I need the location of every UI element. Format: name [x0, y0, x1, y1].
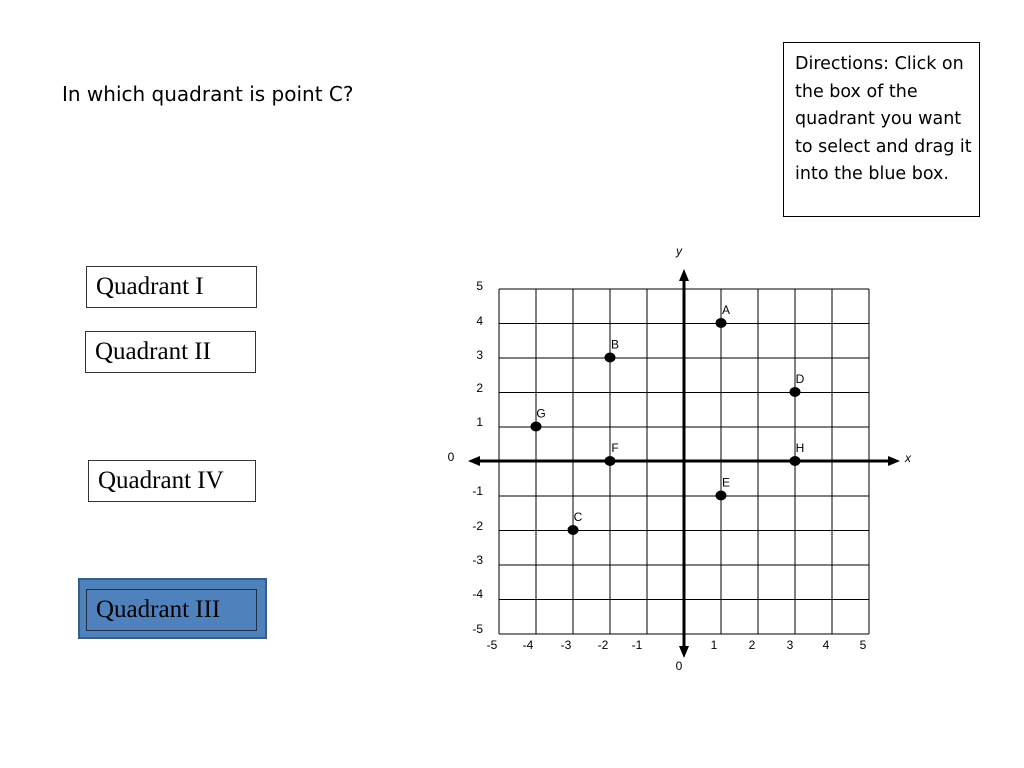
directions-box: Directions: Click on the box of the quadrant you want to select and drag it into the blue box.	[783, 42, 980, 217]
y-axis-arrow-up	[679, 269, 689, 281]
point-label-e: E	[721, 475, 731, 490]
y-tick-label: -4	[472, 587, 483, 601]
y-tick-label: -5	[472, 622, 483, 636]
x-tick-label: -2	[597, 638, 609, 652]
y-tick-label: 3	[476, 348, 483, 362]
quadrant-iv-choice[interactable]: Quadrant IV	[88, 460, 256, 502]
point-c	[568, 525, 579, 535]
y-tick-label: 4	[476, 314, 483, 328]
x-tick-label: -4	[522, 638, 534, 652]
y-tick-label: -2	[472, 519, 483, 533]
point-label-f: F	[611, 441, 619, 455]
tick-labels	[448, 244, 912, 673]
y-axis-label: y	[676, 244, 682, 258]
point-e	[716, 491, 727, 501]
quadrant-ii-choice[interactable]: Quadrant II	[85, 331, 256, 373]
x-tick-label: -1	[631, 638, 643, 652]
point-g	[531, 422, 542, 432]
question-text: In which quadrant is point C?	[62, 82, 354, 106]
y-tick-label: -3	[472, 553, 483, 567]
origin-label-left: 0	[447, 450, 455, 464]
y-tick-label: -1	[472, 484, 483, 498]
quadrant-iii-choice[interactable]: Quadrant III	[86, 589, 257, 631]
y-tick-label: 5	[476, 279, 483, 293]
x-tick-label: -5	[486, 638, 498, 652]
x-tick-label: -3	[560, 638, 572, 652]
point-h	[790, 456, 801, 466]
quadrant-i-choice[interactable]: Quadrant I	[86, 266, 257, 308]
point-label-g: G	[536, 406, 546, 421]
point-a	[716, 318, 727, 328]
y-tick-label: 2	[476, 381, 483, 395]
y-tick-label: 1	[476, 415, 483, 429]
x-axis-arrow-right	[888, 456, 900, 466]
point-label-h: H	[795, 441, 805, 455]
point-b	[605, 353, 616, 363]
origin-label-bottom: 0	[675, 659, 683, 673]
x-tick-label: 3	[786, 638, 794, 652]
point-label-b: B	[610, 337, 620, 352]
x-tick-label: 5	[859, 638, 867, 652]
point-label-a: A	[721, 303, 731, 317]
y-axis-arrow-down	[679, 646, 689, 658]
point-label-c: C	[573, 510, 583, 524]
point-f	[605, 456, 616, 466]
point-d	[790, 387, 801, 397]
points	[531, 303, 805, 535]
x-tick-label: 1	[710, 638, 718, 652]
x-axis-label: x	[905, 451, 911, 465]
point-label-d: D	[795, 372, 805, 386]
x-tick-label: 4	[822, 638, 830, 652]
x-axis-arrow-left	[468, 456, 480, 466]
x-tick-label: 2	[748, 638, 756, 652]
